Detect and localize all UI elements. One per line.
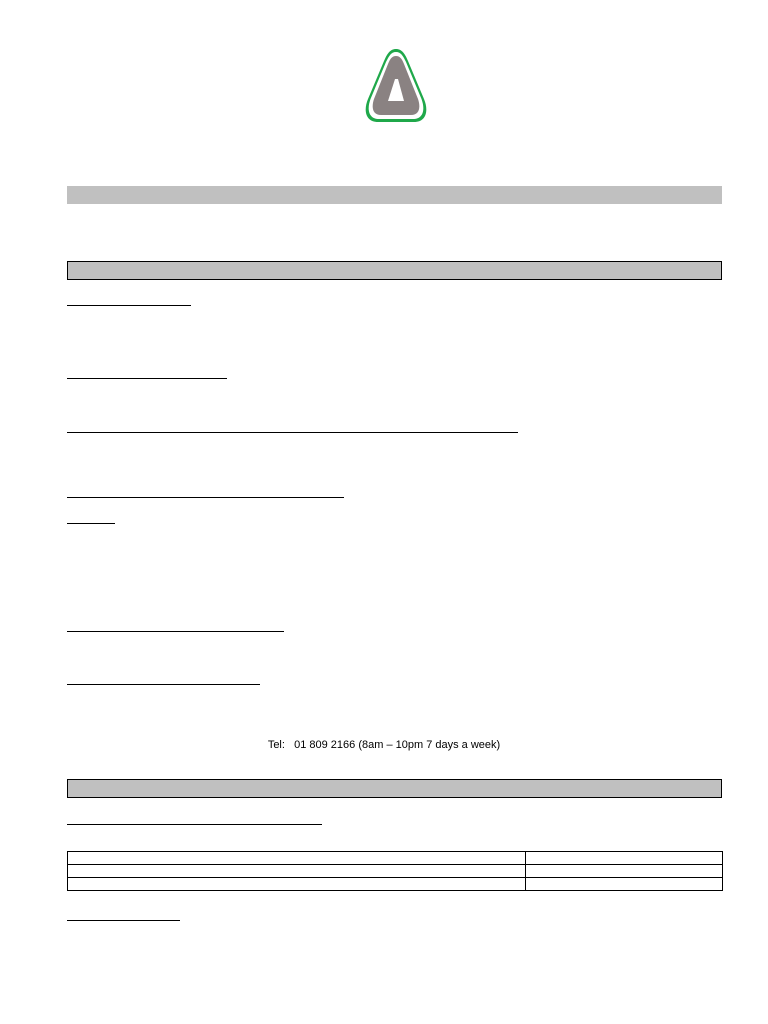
table-cell <box>526 865 723 878</box>
heading-underline-9 <box>67 920 180 921</box>
heading-underline-4 <box>67 497 344 498</box>
tel-label: Tel: <box>267 739 285 751</box>
heading-underline-5 <box>67 523 115 524</box>
telephone-line <box>0 738 768 752</box>
heading-underline-7 <box>67 684 260 685</box>
heading-underline-3 <box>67 432 518 433</box>
table-cell <box>526 852 723 865</box>
data-table <box>67 851 723 891</box>
table-cell <box>68 852 526 865</box>
table-cell <box>68 878 526 891</box>
section-header-bar-1 <box>67 261 722 280</box>
table-row <box>68 878 723 891</box>
heading-underline-6 <box>67 631 284 632</box>
table-cell <box>526 878 723 891</box>
heading-underline-2 <box>67 378 227 379</box>
section-header-bar-2 <box>67 779 722 798</box>
heading-underline-1 <box>67 305 191 306</box>
tel-value: 01 809 2166 (8am – 10pm 7 days a week) <box>294 739 501 751</box>
company-logo <box>360 45 432 127</box>
title-bar <box>67 186 722 204</box>
table-cell <box>68 865 526 878</box>
heading-underline-8 <box>67 824 322 825</box>
table-row <box>68 852 723 865</box>
table-row <box>68 865 723 878</box>
